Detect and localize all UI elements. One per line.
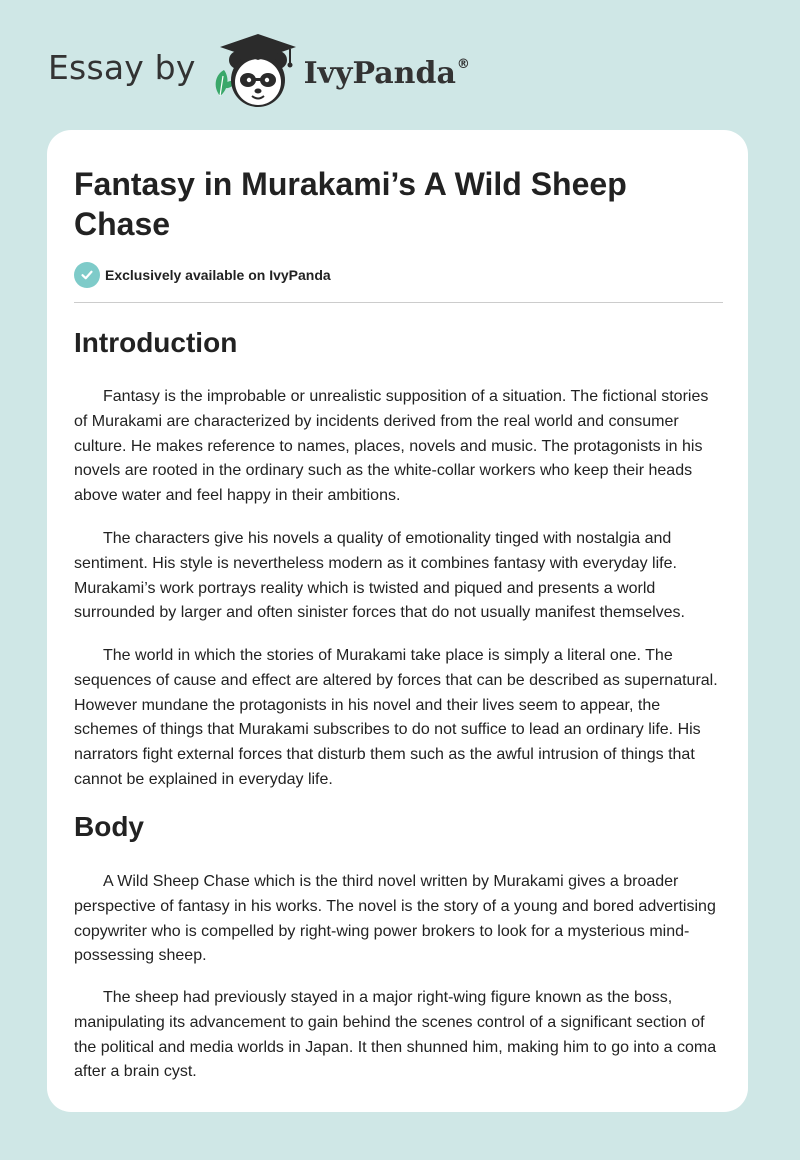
paragraph: The sheep had previously stayed in a major right-wing figure known as the boss, manipulating its advancement to gain behind the scenes control of a significant section of the political and media worlds in Japan. It then shunned him, making him to go into a coma after a brain cyst. bbox=[74, 989, 717, 1081]
paragraph: The characters give his novels a quality of emotionality tinged with nostalgia and sentiment. His style is nevertheless modern as it combines fantasy with everyday life. Murakami’s work portrays reality which is twisted and piqued and presents a world surrounded by larger and often sinister forces that do not usually manifest themselves. bbox=[74, 530, 685, 622]
registered-mark: ® bbox=[456, 56, 470, 72]
essay-by-label: Essay by bbox=[48, 47, 196, 87]
brand-name[interactable] bbox=[304, 56, 470, 91]
essay-title: Fantasy in Murakami’s A Wild Sheep Chase bbox=[74, 166, 627, 242]
exclusive-badge-text: Exclusively available on IvyPanda bbox=[105, 267, 331, 283]
check-circle-icon bbox=[74, 262, 100, 288]
paragraph: A Wild Sheep Chase which is the third novel written by Murakami gives a broader perspective of fantasy in his works. The novel is the story of a young and bored advertising copywriter who is compelled by right-wing power brokers to look for a mysterious mind-possessing sheep. bbox=[74, 873, 716, 965]
exclusive-badge bbox=[74, 262, 331, 288]
paragraph: The world in which the stories of Murakami take place is simply a literal one. The sequences of cause and effect are altered by forces that can be described as supernatural. However mundane the protagonists in his novel and their lives seem to appear, the schemes of things that Murakami subscribes to do not suffice to lead an ordinary life. His narrators fight external forces that disturb them such as the awful intrusion of things that cannot be explained in everyday life. bbox=[74, 647, 718, 788]
essay-card bbox=[47, 130, 748, 1112]
panda-graduate-logo-icon[interactable] bbox=[210, 30, 302, 110]
section-heading: Introduction bbox=[74, 327, 238, 358]
title-divider bbox=[74, 302, 723, 303]
site-header bbox=[48, 30, 470, 110]
section-heading: Body bbox=[74, 811, 144, 842]
paragraph: Fantasy is the improbable or unrealistic supposition of a situation. The fictional stories of Murakami are characterized by incidents derived from the real world and consumer culture. He makes reference to names, places, novels and music. The protagonists in his novels are rooted in the ordinary such as the white-collar workers who keep their heads above water and feel happy in their ambitions. bbox=[74, 388, 709, 505]
brand-name-text: IvyPanda bbox=[303, 55, 456, 91]
